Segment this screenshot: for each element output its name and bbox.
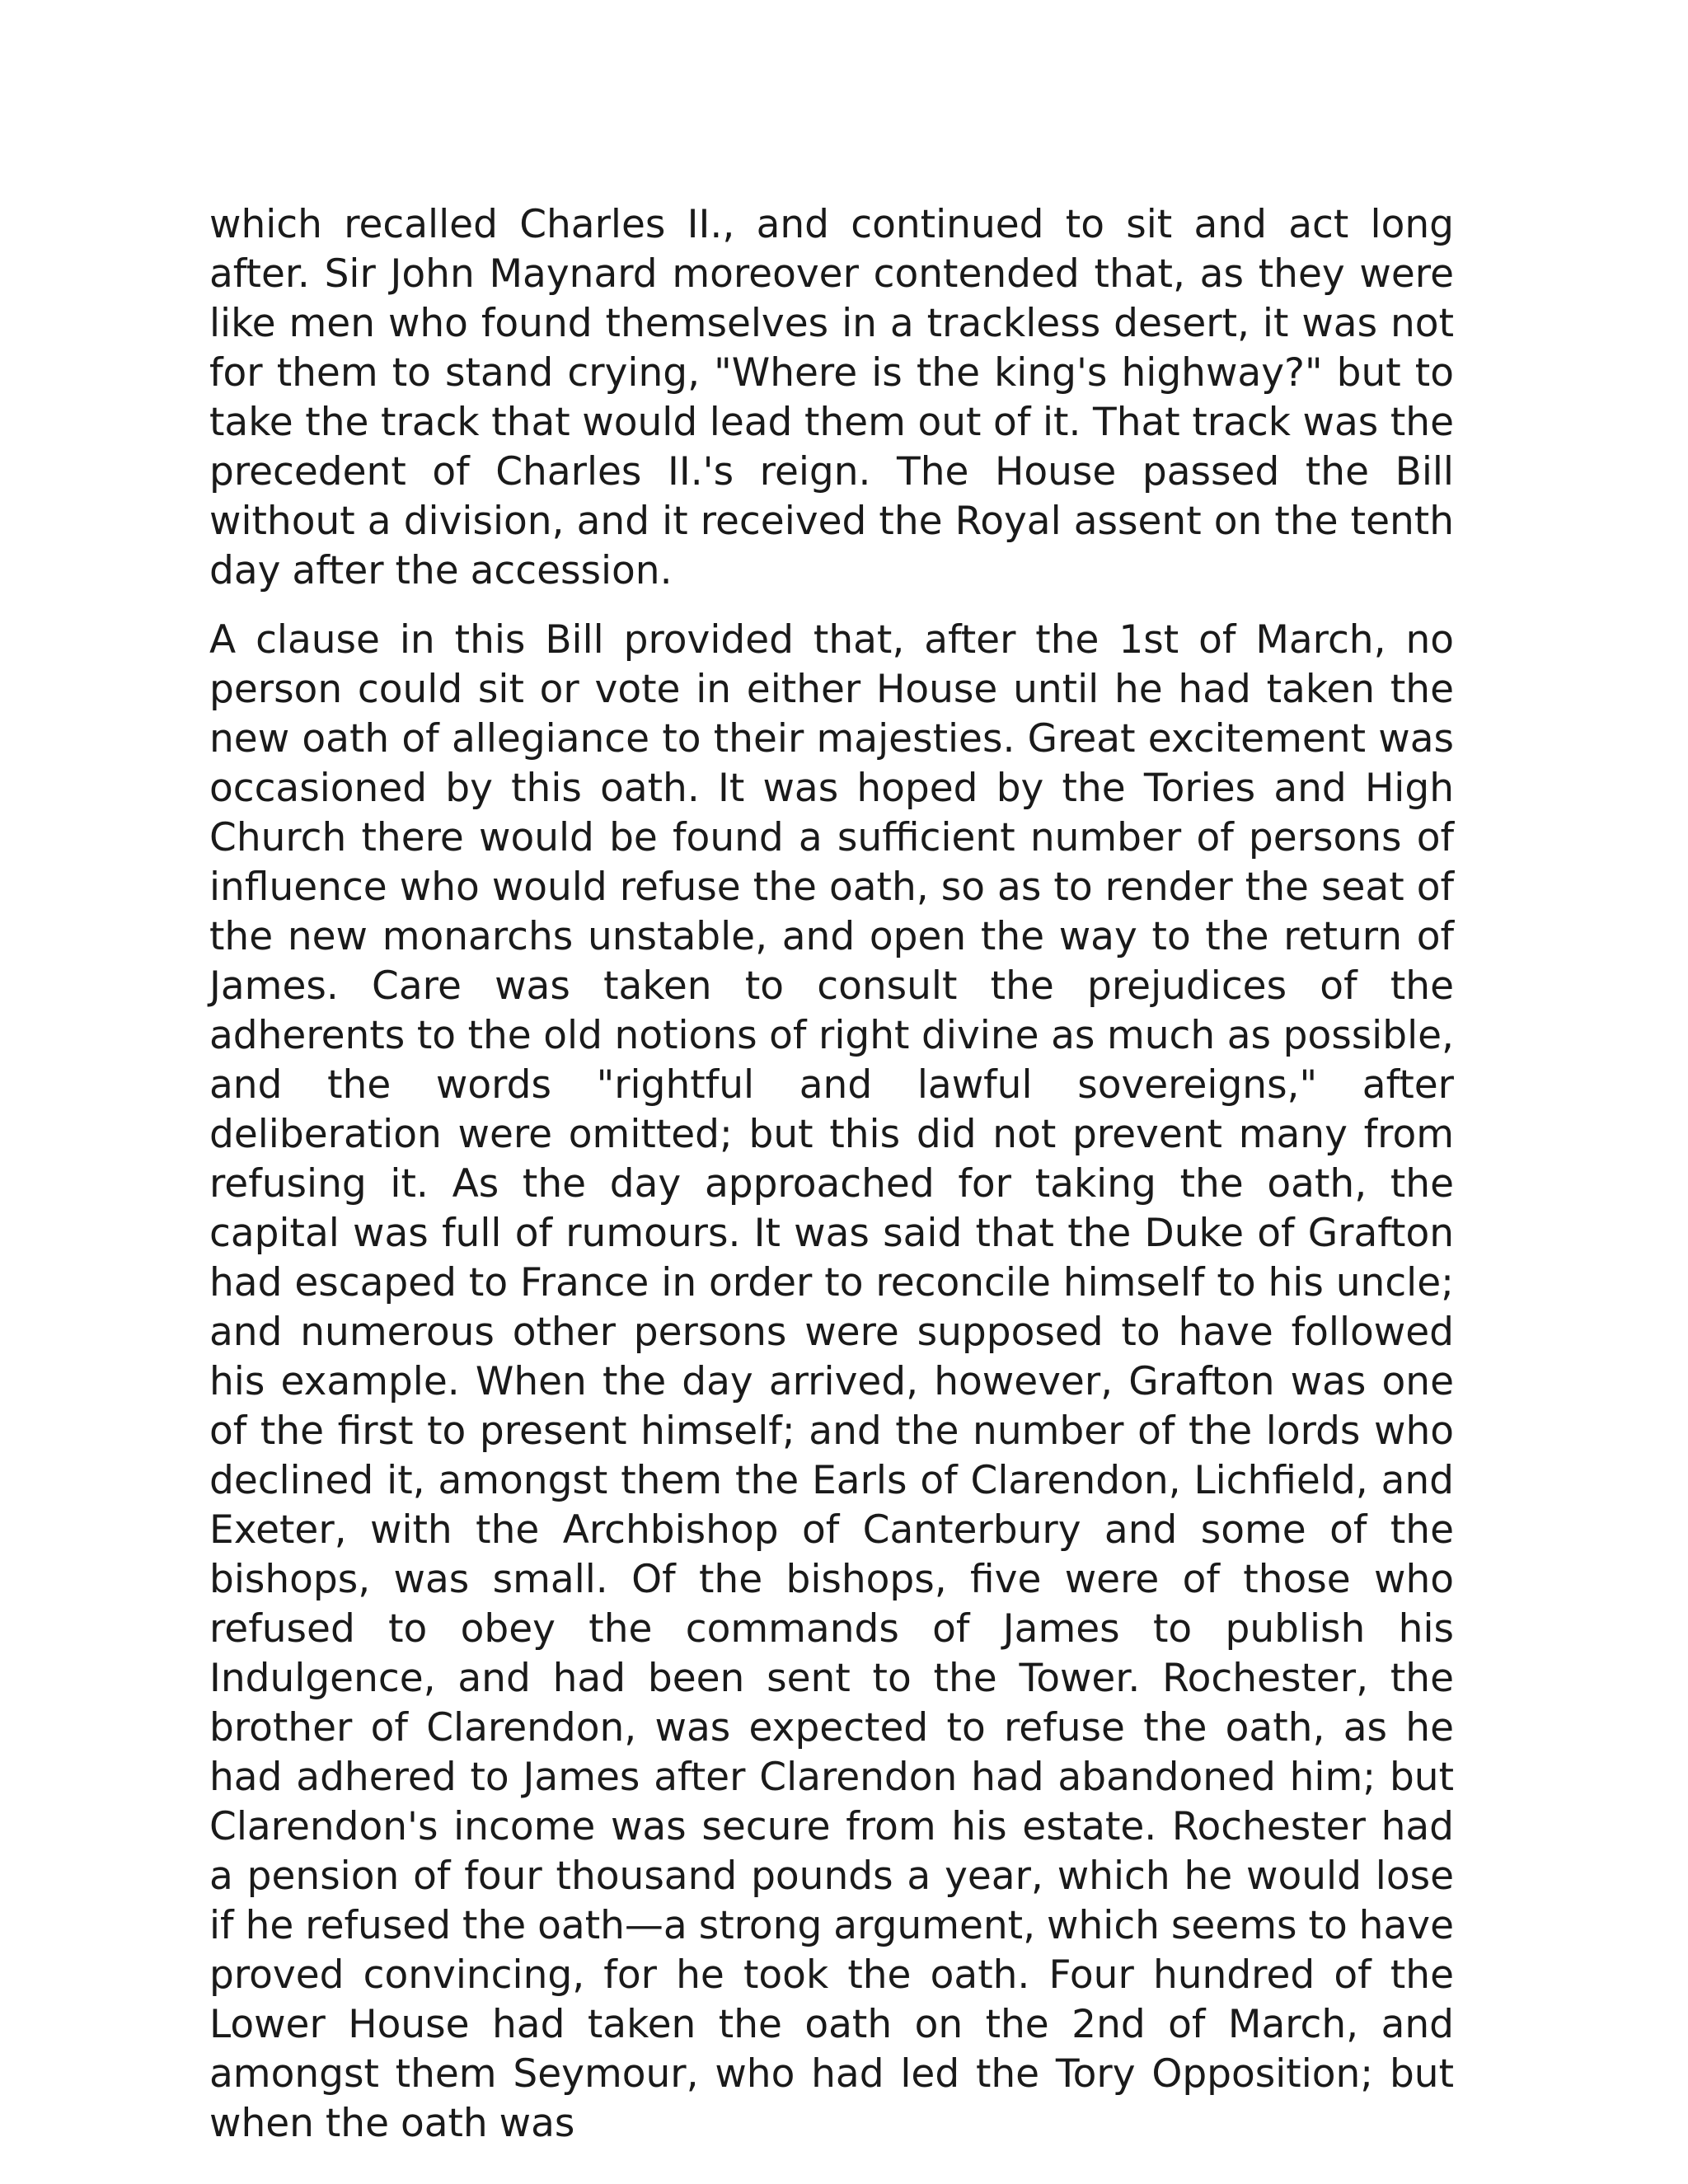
body-text (209, 200, 1454, 2149)
paragraph-2: A clause in this Bill provided that, after the 1st of March, no person could sit or vote in either House until he had taken the new oath of allegiance to their majesties. Great excitement was occasioned by this oath. It was hoped by the Tories and High Church there would be found a sufficient number of persons of influence who would refuse the oath, so as to render the seat of the new monarchs unstable, and open the way to the return of James. Care was taken to consult the prejudices of the adherents to the old notions of right divine as much as possible, and the words "rightful and lawful sovereigns," after deliberation were omitted; but this did not prevent many from refusing it. As the day approached for taking the oath, the capital was full of rumours. It was said that the Duke of Grafton had escaped to France in order to reconcile himself to his uncle; and numerous other persons were supposed to have followed his example. When the day arrived, however, Grafton was one of the first to present himself; and the number of the lords who declined it, amongst them the Earls of Clarendon, Lichfield, and Exeter, with the Archbishop of Canterbury and some of the bishops, was small. Of the bishops, five were of those who refused to obey the commands of James to publish his Indulgence, and had been sent to the Tower. Rochester, the brother of Clarendon, was expected to refuse the oath, as he had adhered to James after Clarendon had abandoned him; but Clarendon's income was secure from his estate. Rochester had a pension of four thousand pounds a year, which he would lose if he refused the oath—a strong argument, which seems to have proved convincing, for he took the oath. Four hundred of the Lower House had taken the oath on the 2nd of March, and amongst them Seymour, who had led the Tory Opposition; but when the oath was (209, 617, 1454, 2146)
paragraph-1: which recalled Charles II., and continued to sit and act long after. Sir John Maynard moreover contended that, as they were like men who found themselves in a trackless desert, it was not for them to stand crying, "Where is the king's highway?" but to take the track that would lead them out of it. That track was the precedent of Charles II.'s reign. The House passed the Bill without a division, and it received the Royal assent on the tenth day after the accession. (209, 202, 1454, 593)
